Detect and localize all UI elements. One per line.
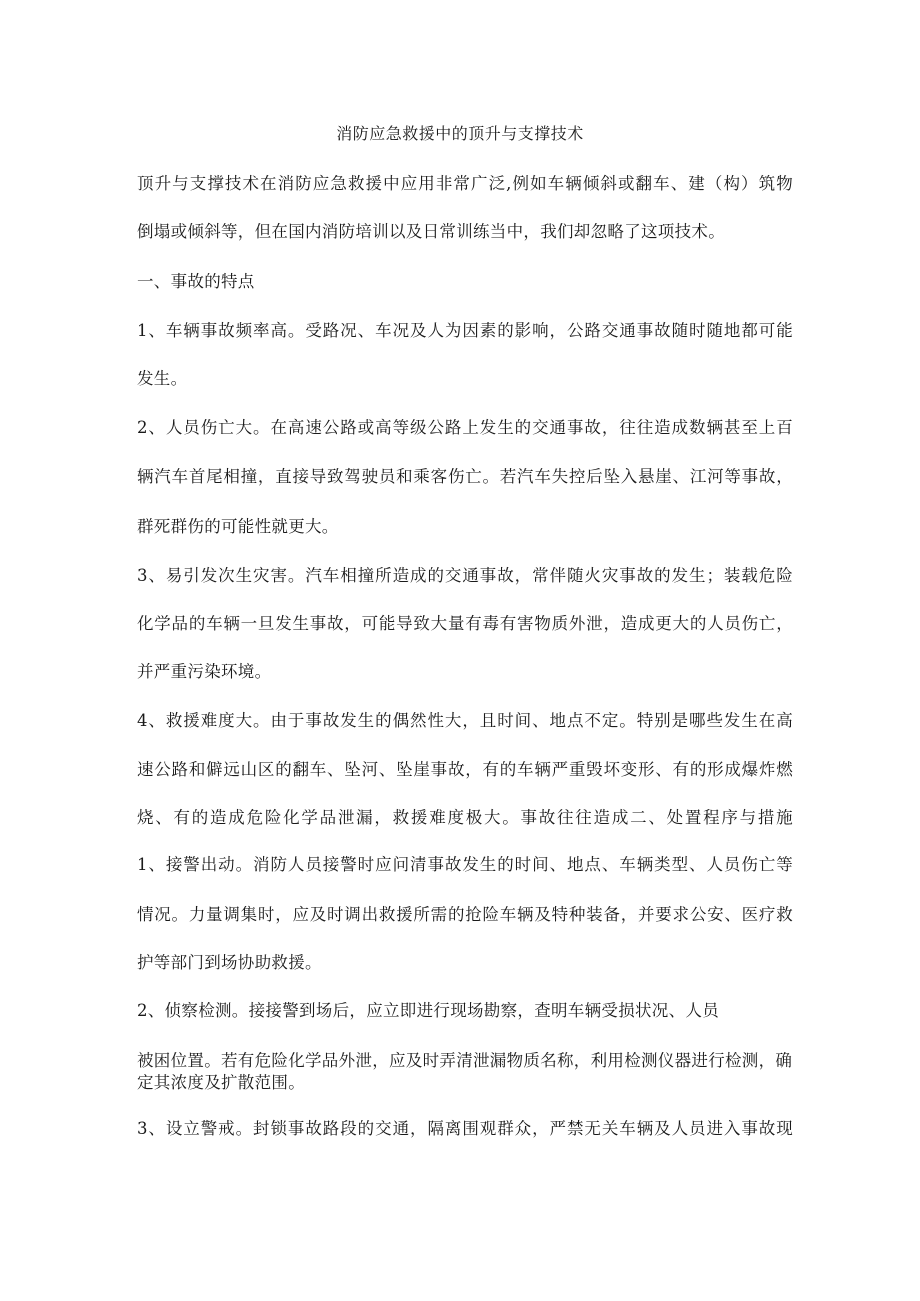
paragraph-line: 倒塌或倾斜等，但在国内消防培训以及日常训练当中，我们却忽略了这项技术。 <box>137 222 725 241</box>
paragraph-line: 群死群伤的可能性就更大。 <box>137 517 339 536</box>
paragraph-line: 4、救援难度大。由于事故发生的偶然性大，且时间、地点不定。特别是哪些发生在高 <box>137 711 793 730</box>
paragraph-line: 烧、有的造成危险化学品泄漏，救援难度极大。事故往往造成二、处置程序与措施 <box>137 808 793 827</box>
paragraph-line: 3、易引发次生灾害。汽车相撞所造成的交通事故，常伴随火灾事故的发生；装载危险 <box>137 566 793 585</box>
paragraph-line: 并严重污染环境。 <box>137 662 272 681</box>
paragraph-line: 顶升与支撑技术在消防应急救援中应用非常广泛,例如车辆倾斜或翻车、建（构）筑物 <box>137 174 793 193</box>
paragraph-line: 辆汽车首尾相撞，直接导致驾驶员和乘客伤亡。若汽车失控后坠入悬崖、江河等事故， <box>137 467 793 486</box>
paragraph-line: 速公路和僻远山区的翻车、坠河、坠崖事故，有的车辆严重毁坏变形、有的形成爆炸燃 <box>137 760 793 779</box>
paragraph-line: 发生。 <box>137 369 188 388</box>
paragraph-line: 化学品的车辆一旦发生事故，可能导致大量有毒有害物质外泄，造成更大的人员伤亡， <box>137 614 793 633</box>
paragraph-line: 2、人员伤亡大。在高速公路或高等级公路上发生的交通事故，往往造成数辆甚至上百 <box>137 418 793 437</box>
paragraph-block: 被困位置。若有危险化学品外泄，应及时弄清泄漏物质名称，利用检测仪器进行检测，确定其浓度及扩散范围。 <box>137 1051 793 1092</box>
paragraph-line: 1、车辆事故频率高。受路况、车况及人为因素的影响，公路交通事故随时随地都可能 <box>137 321 793 340</box>
paragraph-line: 情况。力量调集时，应及时调出救援所需的抢险车辆及特种装备，并要求公安、医疗救 <box>137 905 793 924</box>
paragraph-line: 2、侦察检测。接接警到场后，应立即进行现场勘察，查明车辆受损状况、人员 <box>137 1001 719 1020</box>
paragraph-line: 护等部门到场协助救援。 <box>137 953 322 972</box>
paragraph-line: 3、设立警戒。封锁事故路段的交通，隔离围观群众，严禁无关车辆及人员进入事故现 <box>137 1119 793 1138</box>
paragraph-line: 1、接警出动。消防人员接警时应问清事故发生的时间、地点、车辆类型、人员伤亡等 <box>137 855 793 874</box>
section-heading: 一、事故的特点 <box>137 272 255 291</box>
document-title: 消防应急救援中的顶升与支撑技术 <box>336 124 584 143</box>
